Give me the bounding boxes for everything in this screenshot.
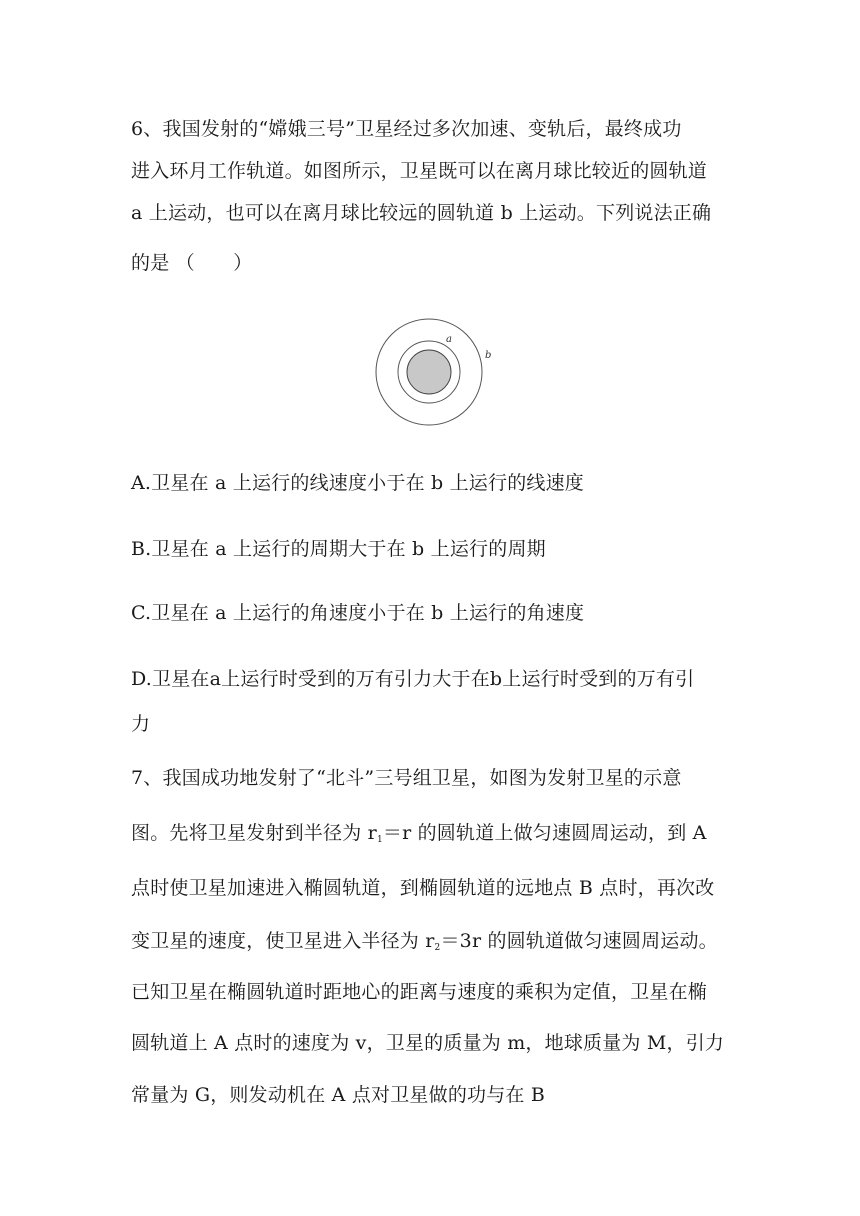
orbit-diagram	[370, 318, 500, 428]
moon	[407, 350, 451, 394]
q7-line-2-text-b: ＝r 的圆轨道上做匀速圆周运动，到 A	[382, 822, 707, 844]
q7-line-5: 已知卫星在椭圆轨道时距地心的距离与速度的乘积为定值，卫星在椭	[131, 981, 708, 1003]
q7-line-2	[131, 821, 707, 852]
q7-line-4-text-a: 变卫星的速度，使卫星进入半径为 r	[131, 930, 435, 952]
q6-line-3: a 上运动，也可以在离月球比较远的圆轨道 b 上运动。下列说法正确	[131, 202, 712, 224]
orbit-diagram-svg	[370, 318, 500, 428]
q6-option-b: B.卫星在 a 上运行的周期大于在 b 上运行的周期	[131, 538, 546, 560]
q7-line-3: 点时使卫星加速进入椭圆轨道，到椭圆轨道的远地点 B 点时，再次改	[131, 877, 715, 899]
orbit-a-label: a	[446, 334, 452, 345]
q6-option-c: C.卫星在 a 上运行的角速度小于在 b 上运行的角速度	[131, 602, 585, 624]
q7-line-4-text-b: ＝3r 的圆轨道做匀速圆周运动。	[440, 930, 718, 952]
subscript-1: 1	[376, 835, 383, 845]
q6-line-1: 6、我国发射的“嫦娥三号”卫星经过多次加速、变轨后，最终成功	[131, 118, 682, 140]
q6-option-d-line-1: D.卫星在a上运行时受到的万有引力大于在b上运行时受到的万有引	[131, 668, 695, 690]
q6-option-d-line-2: 力	[131, 713, 151, 735]
q6-option-a: A.卫星在 a 上运行的线速度小于在 b 上运行的线速度	[131, 472, 585, 494]
orbit-b-label: b	[485, 350, 492, 361]
q7-line-1: 7、我国成功地发射了“北斗”三号组卫星，如图为发射卫星的示意	[131, 767, 682, 789]
q7-line-2-text-a: 图。先将卫星发射到半径为 r	[131, 822, 377, 844]
q7-line-7: 常量为 G，则发动机在 A 点对卫星做的功与在 B	[131, 1084, 546, 1106]
q7-line-6: 圆轨道上 A 点时的速度为 v，卫星的质量为 m，地球质量为 M，引力	[131, 1032, 725, 1054]
q7-line-4	[131, 929, 718, 960]
q6-line-2: 进入环月工作轨道。如图所示，卫星既可以在离月球比较近的圆轨道	[131, 160, 708, 182]
subscript-2: 2	[434, 943, 441, 953]
q6-line-4: 的是 （ ）	[131, 252, 253, 274]
